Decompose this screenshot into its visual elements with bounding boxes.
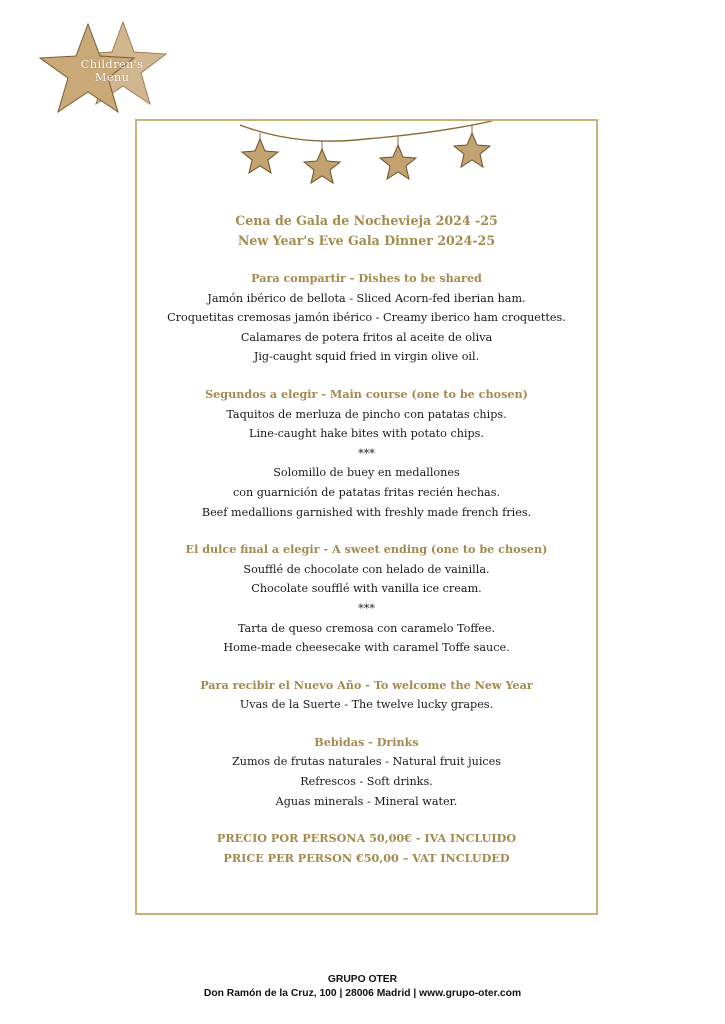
- price-es: PRECIO POR PERSONA 50,00€ - IVA INCLUIDO: [216, 831, 517, 846]
- dish-line: Calamares de potera fritos al aceite de oliva: [240, 330, 493, 344]
- badge-label: [60, 58, 164, 84]
- separator: ***: [358, 446, 375, 460]
- dish-line: Line-caught hake bites with potato chips.: [249, 427, 484, 441]
- dish-line: Soufflé de chocolate con helado de vainilla.: [243, 562, 490, 576]
- menu-title-es: Cena de Gala de Nochevieja 2024 -25: [235, 213, 498, 228]
- badge-label-line2: Menu: [94, 70, 130, 84]
- menu-section-main: [140, 385, 593, 522]
- dish-line: Jig-caught squid fried in virgin olive oil.: [253, 350, 480, 364]
- section-heading: Para recibir el Nuevo Año - To welcome the New Year: [200, 677, 533, 692]
- page-footer: [0, 973, 725, 1001]
- menu-content: [140, 211, 593, 868]
- footer-company: GRUPO OTER: [327, 974, 398, 985]
- menu-title-en: New Year's Eve Gala Dinner 2024-25: [237, 233, 496, 248]
- section-heading: El dulce final a elegir - A sweet ending (one to be chosen): [185, 542, 548, 557]
- menu-section-drinks: [140, 733, 593, 811]
- section-heading: Bebidas - Drinks: [314, 734, 419, 749]
- childrens-menu-badge: [38, 18, 168, 128]
- star-garland-icon: [238, 121, 494, 191]
- dish-line: Beef medallions garnished with freshly made french fries.: [201, 505, 532, 519]
- dish-line: Tarta de queso cremosa con caramelo Toffee.: [237, 621, 496, 635]
- dish-line: con guarnición de patatas fritas recién hechas.: [232, 485, 501, 499]
- section-heading: Para compartir - Dishes to be shared: [251, 271, 482, 285]
- menu-section-sharing: [140, 269, 593, 367]
- price-en: PRICE PER PERSON €50,00 – VAT INCLUDED: [223, 850, 510, 865]
- dish-line: Uvas de la Suerte - The twelve lucky grapes.: [239, 698, 494, 712]
- menu-section-dessert: [140, 540, 593, 658]
- section-heading: Segundos a elegir - Main course (one to be chosen): [205, 386, 528, 401]
- dish-line: Aguas minerals - Mineral water.: [275, 794, 458, 808]
- dish-line: Croquetitas cremosas jamón ibérico - Creamy iberico ham croquettes.: [167, 311, 566, 325]
- dish-line: Refrescos - Soft drinks.: [300, 775, 433, 789]
- separator: ***: [358, 601, 375, 615]
- footer-address: Don Ramón de la Cruz, 100 | 28006 Madrid | www.grupo-oter.com: [203, 988, 522, 999]
- badge-label-line1: Children's: [80, 57, 144, 71]
- dish-line: Chocolate soufflé with vanilla ice cream.: [251, 582, 482, 596]
- dish-line: Taquitos de merluza de pincho con patatas chips.: [226, 407, 507, 421]
- price-block: [140, 829, 593, 868]
- dish-line: Solomillo de buey en medallones: [273, 466, 460, 480]
- dish-line: Home-made cheesecake with caramel Toffe sauce.: [223, 641, 510, 655]
- dish-line: Zumos de frutas naturales - Natural fruit juices: [231, 755, 502, 769]
- menu-section-new-year: [140, 676, 593, 715]
- dish-line: Jamón ibérico de bellota - Sliced Acorn-fed iberian ham.: [207, 291, 526, 305]
